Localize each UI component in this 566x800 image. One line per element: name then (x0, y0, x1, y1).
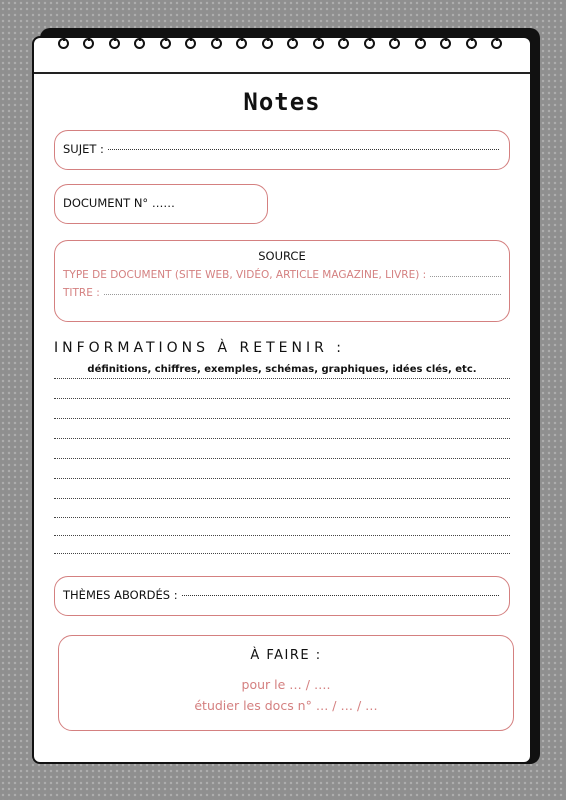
ring-icon (236, 38, 247, 49)
header-rule (34, 72, 530, 74)
ring-icon (83, 38, 94, 49)
writing-line[interactable] (54, 553, 510, 554)
document-label: DOCUMENT N° (63, 196, 149, 210)
ring-icon (415, 38, 426, 49)
ring-icon (466, 38, 477, 49)
document-type-line[interactable] (430, 276, 501, 277)
todo-heading: À FAIRE : (250, 648, 322, 663)
ring-icon (160, 38, 171, 49)
spiral-binding (48, 38, 516, 58)
ring-icon (440, 38, 451, 49)
writing-line[interactable] (54, 458, 510, 459)
writing-line[interactable] (54, 378, 510, 379)
info-heading: INFORMATIONS À RETENIR : (54, 340, 345, 356)
themes-line (182, 595, 499, 596)
ring-icon (109, 38, 120, 49)
themes-label: THÈMES ABORDÉS : (63, 588, 178, 602)
writing-line[interactable] (54, 535, 510, 536)
source-title-label: TITRE : (63, 287, 100, 299)
document-type-label: TYPE DE DOCUMENT (SITE WEB, VIDÉO, ARTICLE MAGAZINE, LIVRE) : (63, 269, 427, 281)
todo-line-2: étudier les docs n° … / … / … (194, 698, 378, 713)
subject-line (108, 149, 499, 150)
writing-line[interactable] (54, 418, 510, 419)
ring-icon (491, 38, 502, 49)
writing-line[interactable] (54, 498, 510, 499)
writing-line[interactable] (54, 517, 510, 518)
source-title-line[interactable] (104, 294, 501, 295)
ring-icon (211, 38, 222, 49)
document-dots: …… (151, 196, 175, 210)
source-box (54, 240, 510, 322)
themes-field[interactable] (54, 576, 510, 616)
ring-icon (134, 38, 145, 49)
subject-field[interactable] (54, 130, 510, 170)
ring-icon (364, 38, 375, 49)
writing-line[interactable] (54, 398, 510, 399)
todo-line-1: pour le … / …. (241, 677, 331, 692)
ring-icon (338, 38, 349, 49)
ring-icon (185, 38, 196, 49)
notepad-sheet (32, 36, 532, 764)
ring-icon (287, 38, 298, 49)
ring-icon (389, 38, 400, 49)
ring-icon (313, 38, 324, 49)
document-number-field[interactable] (54, 184, 268, 224)
writing-line[interactable] (54, 478, 510, 479)
source-title: SOURCE (258, 249, 306, 263)
subject-label: SUJET : (63, 142, 104, 156)
todo-box (58, 635, 514, 731)
ring-icon (58, 38, 69, 49)
writing-line[interactable] (54, 438, 510, 439)
page-title: Notes (243, 88, 321, 116)
info-subtitle: définitions, chiffres, exemples, schémas, graphiques, idées clés, etc. (87, 364, 477, 375)
ring-icon (262, 38, 273, 49)
